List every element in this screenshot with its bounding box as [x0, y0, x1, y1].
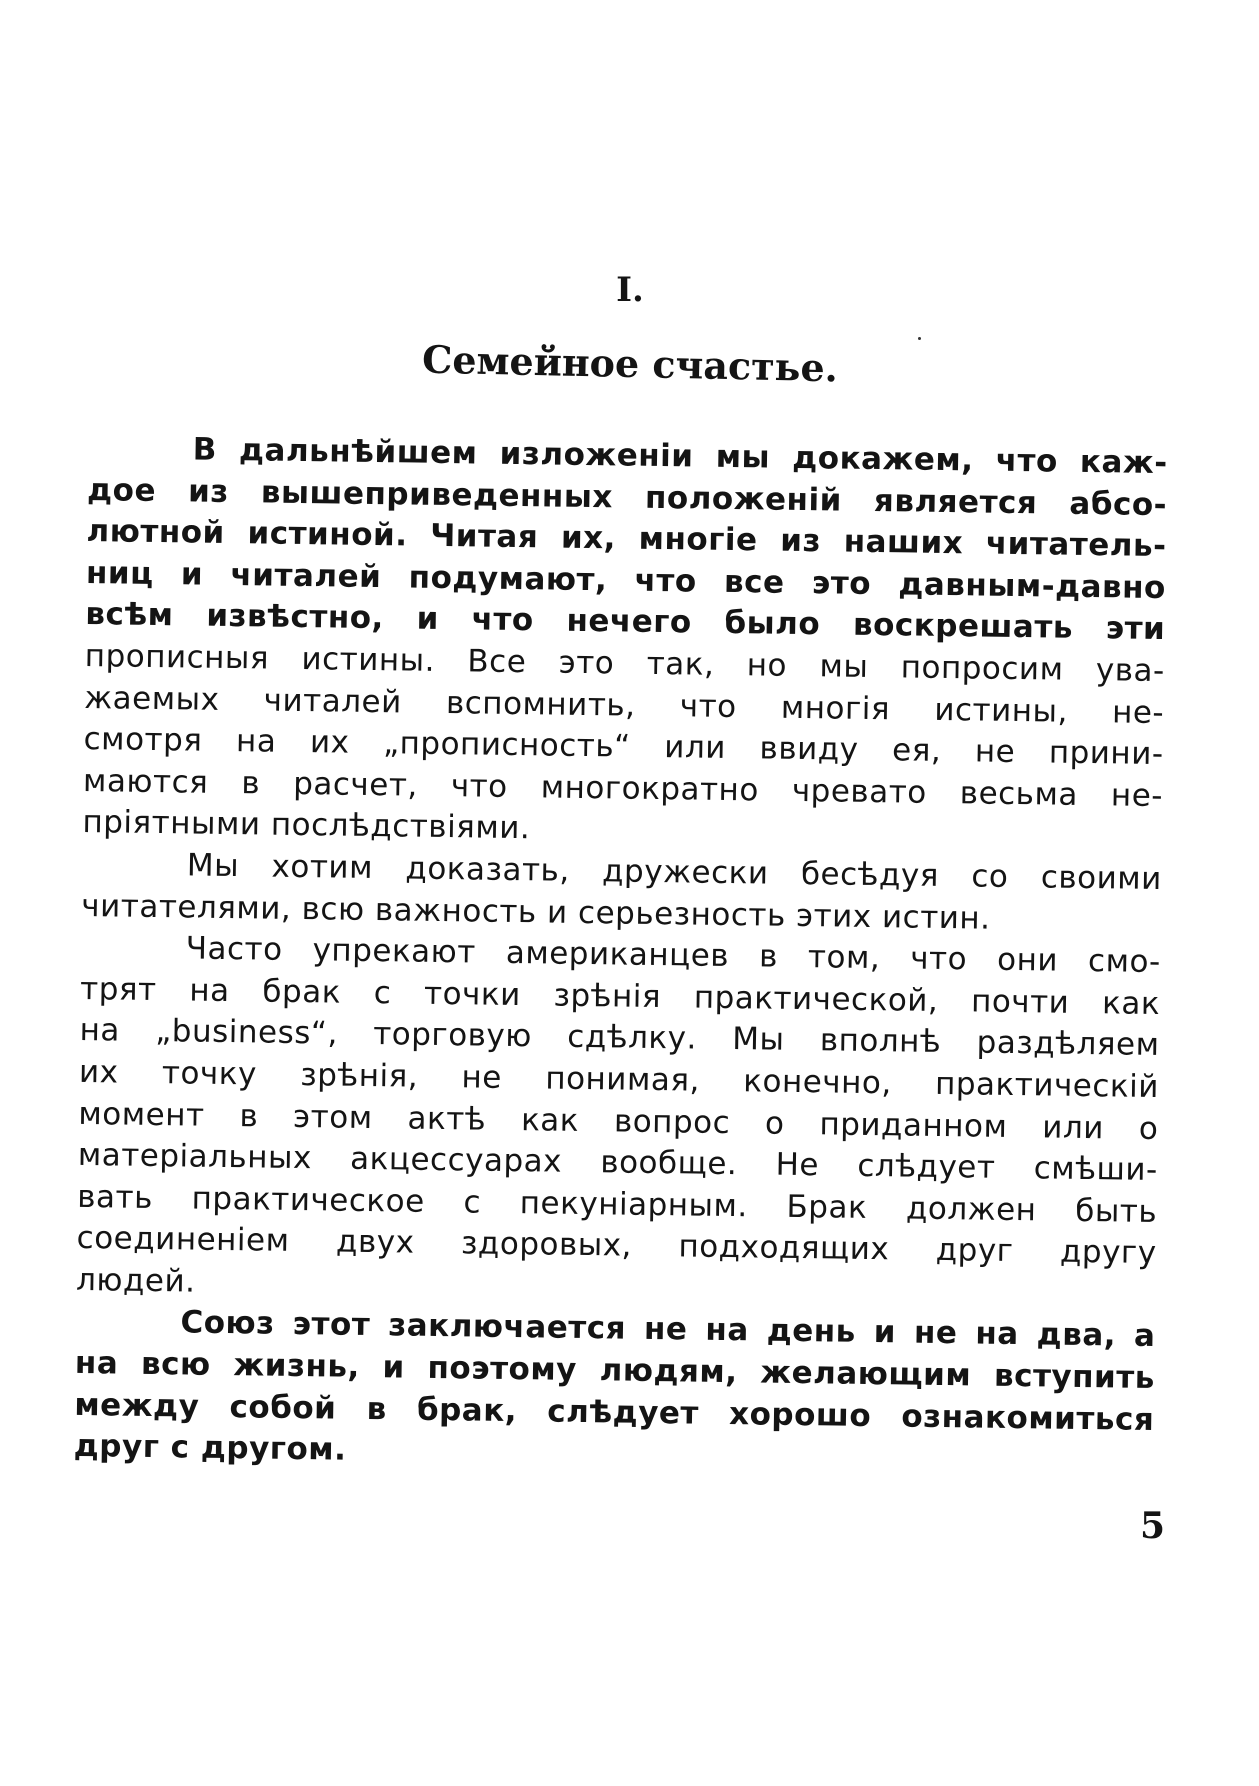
text-line: момент в этом актѣ как вопрос о приданном или о [78, 1095, 1159, 1147]
paragraph-4 [73, 1301, 1155, 1482]
text-line: жаемых читалей вспомнить, что многiя истины, не- [83, 679, 1165, 731]
text-line: их точку зрѣнiя, не понимая, конечно, практическiй [78, 1053, 1160, 1105]
paragraph-1 [82, 428, 1168, 859]
text-line: смотря на их „прописность“ или ввиду ея, не прини- [83, 721, 1164, 773]
text-line: прописныя истины. Все это так, но мы попросим ува- [84, 637, 1165, 690]
print-speck [918, 337, 921, 340]
text-line: прiятными послѣдствiями. [82, 804, 531, 847]
text-line: между собой в брак, слѣдует хорошо ознакомиться [74, 1386, 1155, 1438]
text-line: вать практическое с пекунiарным. Брак должен быть [77, 1178, 1158, 1230]
text-line: дое из вышеприведенных положенiй является абсо- [86, 471, 1168, 523]
text-line: ниц и читалей подумают, что все это давным-давно [85, 554, 1167, 606]
text-line: трят на брак с точки зрѣнiя практической, почти как [79, 970, 1161, 1022]
text-line: В дальнѣйшем изложенiи мы докажем, что каж- [192, 431, 1168, 482]
page-number: 5 [1140, 1505, 1166, 1547]
paragraph-2 [81, 844, 1162, 942]
text-line: читателями, всю важность и серьезность этих истин. [81, 887, 991, 937]
text-line: Часто упрекают американцев в том, что они смо- [185, 930, 1161, 981]
text-line: матерiальных акцессуарах вообще. Не слѣдует смѣши- [77, 1137, 1158, 1189]
text-line: друг с другом. [73, 1428, 347, 1468]
text-line: Мы хотим доказать, дружески бесѣдуя со своими [186, 847, 1163, 897]
text-line: соединенiем двух здоровых, подходящих друг другу [76, 1220, 1157, 1272]
text-line: лютной истиной. Читая их, многiе из наших читатель- [86, 513, 1167, 565]
chapter-number: I. [616, 270, 644, 310]
text-line: на „business“, торговую сдѣлку. Мы вполнѣ раздѣляем [79, 1012, 1160, 1064]
paragraph-3 [76, 927, 1161, 1316]
text-line: Союз этот заключается не на день и не на два, а [180, 1304, 1156, 1355]
text-line: на всю жизнь, и поэтому людям, желающим вступить [74, 1344, 1156, 1397]
text-line: маются в расчет, что многократно чревато весьма не- [82, 762, 1164, 814]
text-line: людей. [75, 1261, 196, 1300]
chapter-body [73, 428, 1167, 1483]
chapter-title: Семейное счастье. [421, 336, 839, 391]
text-line: всѣм извѣстно, и что нечего было воскрешать эти [85, 596, 1166, 648]
